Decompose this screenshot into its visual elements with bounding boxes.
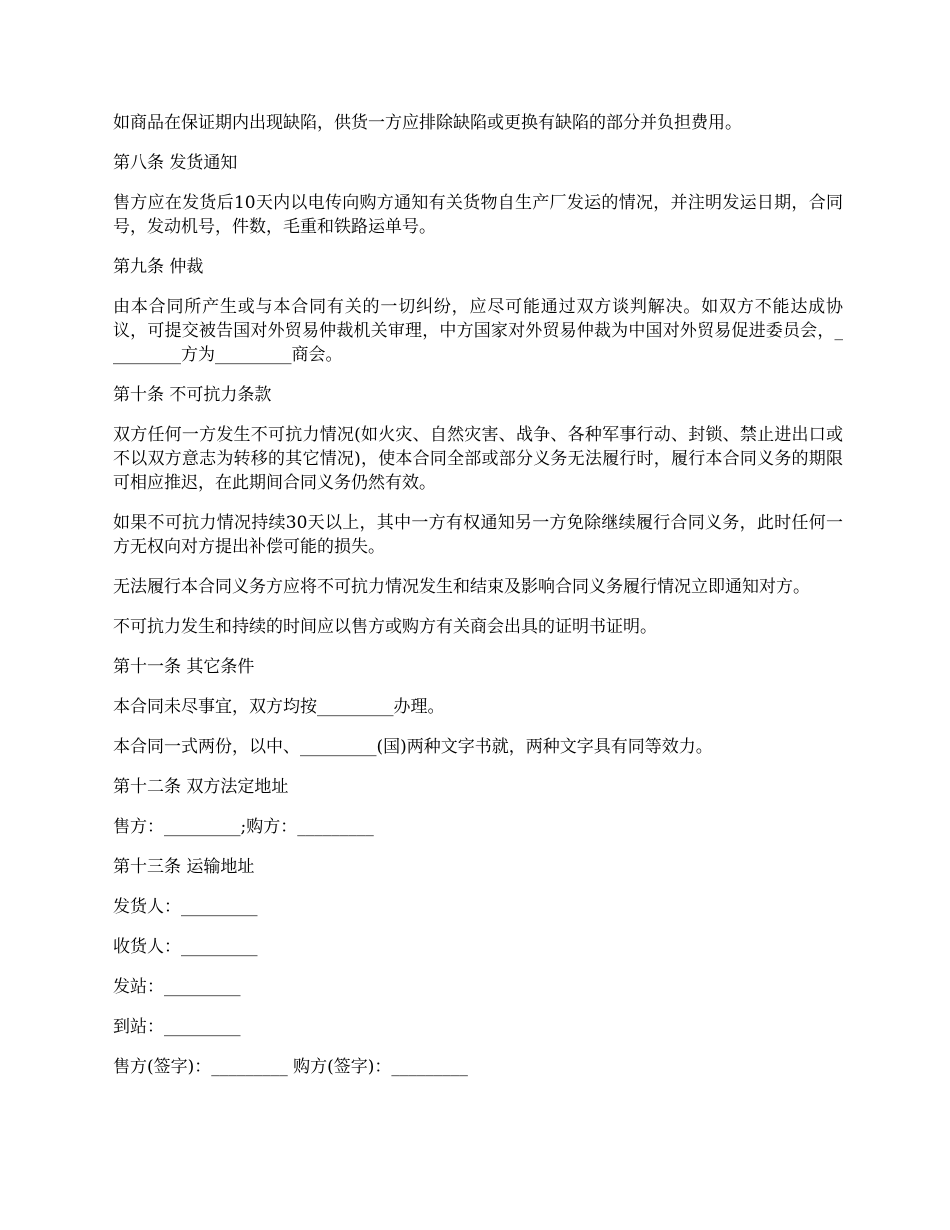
- clause-11-text-2: 本合同一式两份，以中、_________(国)两种文字书就，两种文字具有同等效力。: [113, 737, 713, 757]
- legal-address-line: 售方：_________;购方：_________: [113, 817, 374, 837]
- clause-10-heading: 第十条 不可抗力条款: [113, 385, 272, 405]
- consignee-line: 收货人：_________: [113, 937, 258, 957]
- departure-station-line: 发站：_________: [113, 977, 241, 997]
- clause-7-defect-text: 如商品在保证期内出现缺陷，供货一方应排除缺陷或更换有缺陷的部分并负担费用。: [113, 113, 742, 133]
- clause-10-text-4: 不可抗力发生和持续的时间应以售方或购方有关商会出具的证明书证明。: [113, 617, 657, 637]
- arrival-station-line: 到站：_________: [113, 1017, 241, 1037]
- clause-11-heading: 第十一条 其它条件: [113, 657, 255, 677]
- clause-9-text: 由本合同所产生或与本合同有关的一切纠纷，应尽可能通过双方谈判解决。如双方不能达成协议，可提交被告国对外贸易仲裁机关审理，中方国家对外贸易仲裁为中国对外贸易促进委员会，_________方为_________商会。: [113, 297, 843, 365]
- clause-10-text-1: 双方任何一方发生不可抗力情况(如火灾、自然灾害、战争、各种军事行动、封锁、禁止进出口或不以双方意志为转移的其它情况)，使本合同全部或部分义务无法履行时，履行本合同义务的期限可相应推迟，在此期间合同义务仍然有效。: [113, 425, 843, 493]
- clause-9-heading: 第九条 仲裁: [113, 257, 204, 277]
- clause-8-heading: 第八条 发货通知: [113, 153, 238, 173]
- shipper-line: 发货人：_________: [113, 897, 258, 917]
- clause-10-text-3: 无法履行本合同义务方应将不可抗力情况发生和结束及影响合同义务履行情况立即通知对方。: [113, 577, 810, 597]
- clause-10-text-2: 如果不可抗力情况持续30天以上，其中一方有权通知另一方免除继续履行合同义务，此时任何一方无权向对方提出补偿可能的损失。: [113, 513, 843, 557]
- signature-line: 售方(签字)：_________ 购方(签字)：_________: [113, 1057, 468, 1077]
- document-page: [113, 111, 843, 1095]
- clause-11-text-1: 本合同未尽事宜，双方均按_________办理。: [113, 697, 445, 717]
- clause-8-text: 售方应在发货后10天内以电传向购方通知有关货物自生产厂发运的情况，并注明发运日期，合同号，发动机号，件数，毛重和铁路运单号。: [113, 193, 843, 237]
- clause-13-heading: 第十三条 运输地址: [113, 857, 255, 877]
- clause-12-heading: 第十二条 双方法定地址: [113, 777, 289, 797]
